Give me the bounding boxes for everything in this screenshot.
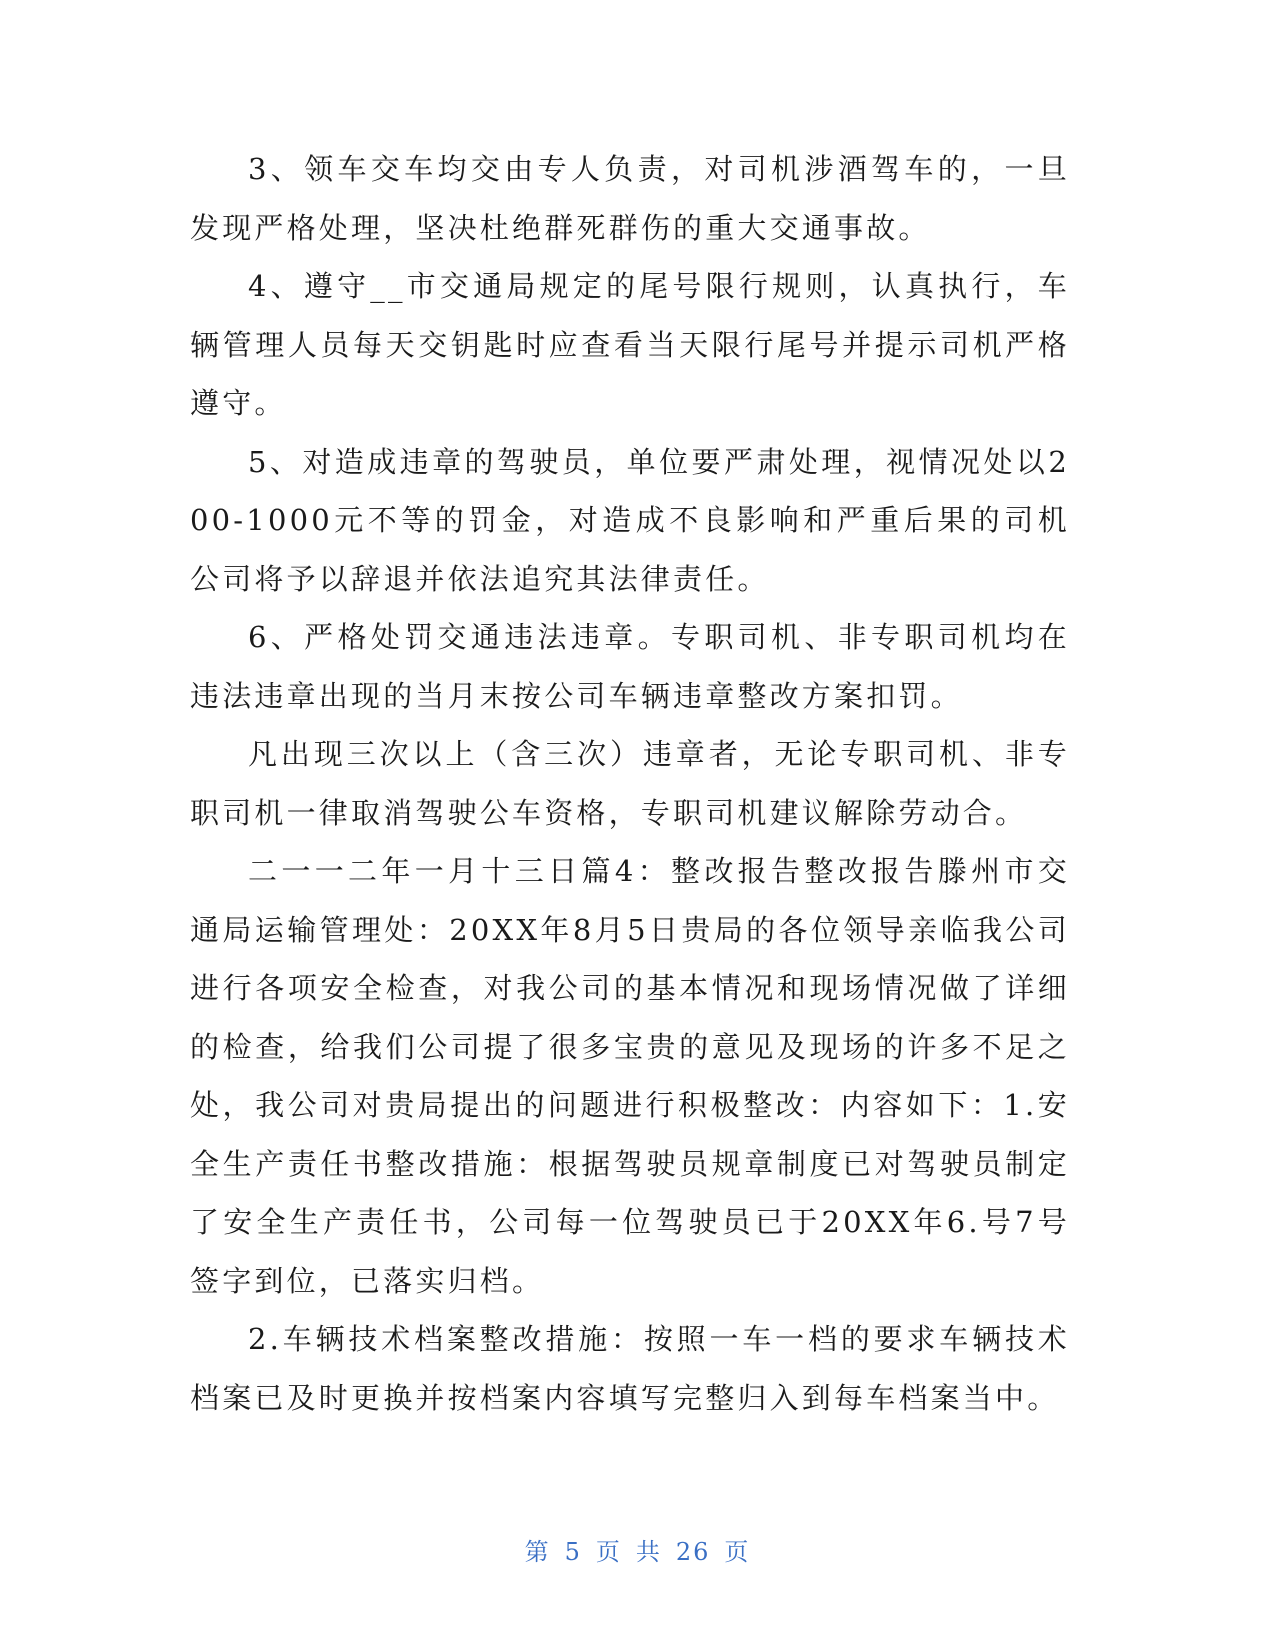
footer-page-word: 页 <box>595 1538 622 1566</box>
paragraph-vehicle-archive: 2.车辆技术档案整改措施：按照一车一档的要求车辆技术档案已及时更换并按档案内容填写完整归入到每车档案当中。 <box>190 1322 1070 1415</box>
footer-current-page: 5 <box>564 1538 582 1566</box>
paragraph-rectification-report: 二一一二年一月十三日篇4：整改报告整改报告滕州市交通局运输管理处：20XX年8月5日贵局的各位领导亲临我公司进行各项安全检查，对我公司的基本情况和现场情况做了详细的检查，给我们公司提了很多宝贵的意见及现场的许多不足之处，我公司对贵局提出的问题进行积极整改：内容如下：1.安全生产责任书整改措施：根据驾驶员规章制度已对驾驶员制定了安全生产责任书，公司每一位驾驶员已于20XX年6.号7号签字到位，已落实归档。 <box>190 854 1070 1298</box>
paragraph-6: 6、严格处罚交通违法违章。专职司机、非专职司机均在违法违章出现的当月末按公司车辆违章整改方案扣罚。 <box>190 620 1070 713</box>
document-body <box>190 140 1070 1427</box>
paragraph-4: 4、遵守__市交通局规定的尾号限行规则，认真执行，车辆管理人员每天交钥匙时应查看当天限行尾号并提示司机严格遵守。 <box>190 269 1070 420</box>
footer-prefix: 第 <box>524 1538 551 1566</box>
page-footer <box>0 1532 1275 1567</box>
paragraph-3: 3、领车交车均交由专人负责，对司机涉酒驾车的，一旦发现严格处理，坚决杜绝群死群伤的重大交通事故。 <box>190 152 1070 245</box>
footer-suffix: 页 <box>724 1538 751 1566</box>
paragraph-violation-rule: 凡出现三次以上（含三次）违章者，无论专职司机、非专职司机一律取消驾驶公车资格，专职司机建议解除劳动合。 <box>190 737 1070 830</box>
paragraph-5: 5、对造成违章的驾驶员，单位要严肃处理，视情况处以200-1000元不等的罚金，对造成不良影响和严重后果的司机公司将予以辞退并依法追究其法律责任。 <box>190 444 1070 596</box>
footer-total-pages: 26 <box>675 1538 711 1566</box>
footer-total-word: 共 <box>635 1538 662 1566</box>
